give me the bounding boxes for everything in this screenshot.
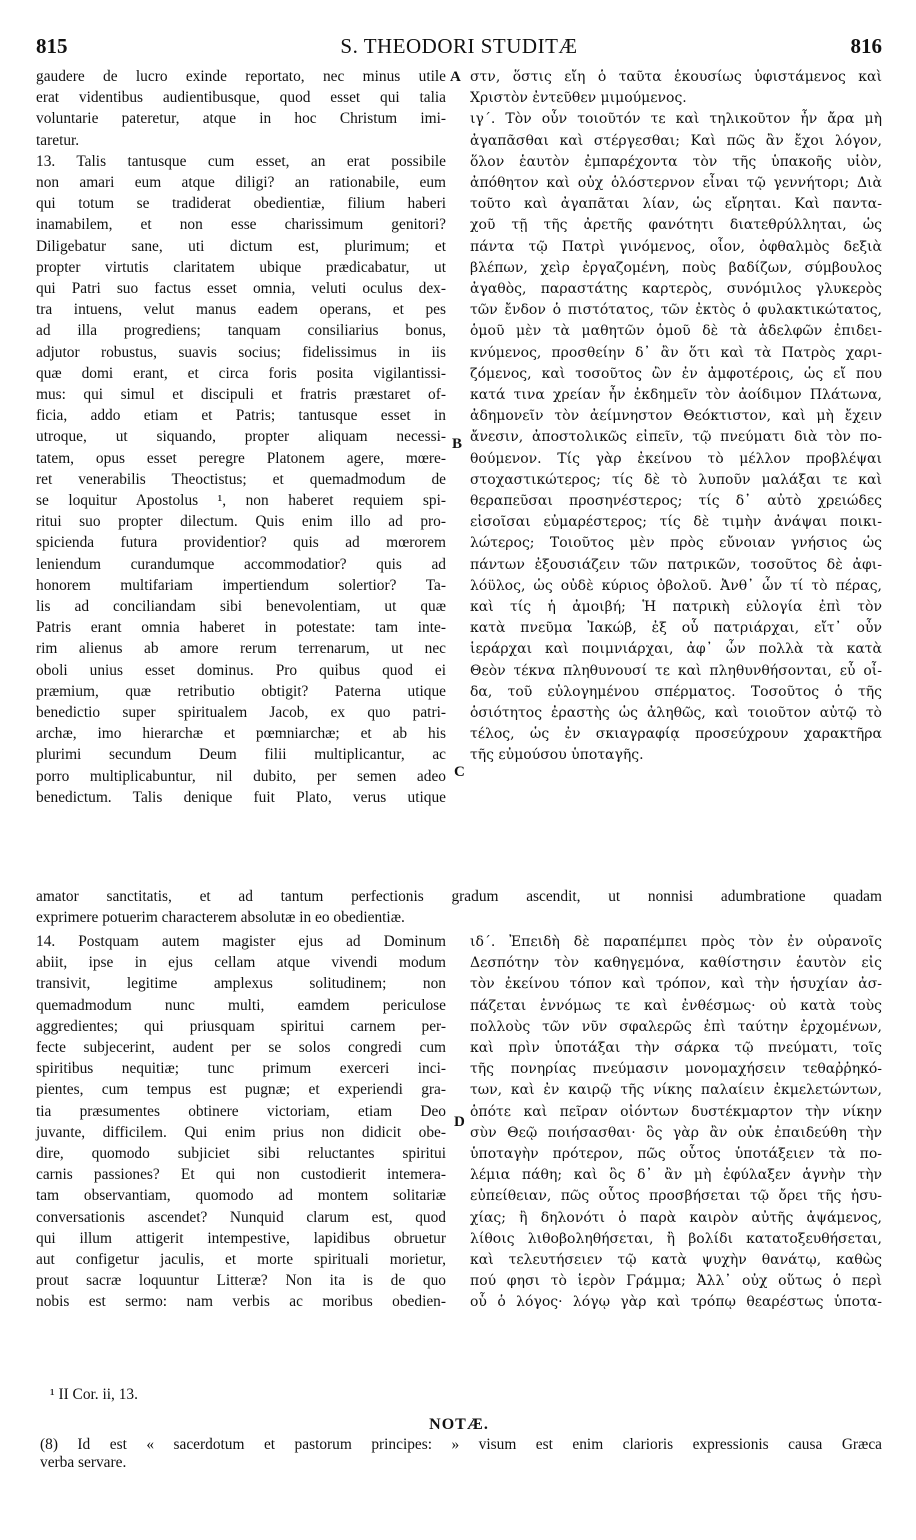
- text-line: καὶ τίς ἡ ἀμοιβή; Ἡ πατρικὴ εὐλογία ἐπὶ τὸν: [470, 599, 882, 615]
- text-line: utroque, ut siquando, propter aliquam necessi-: [36, 428, 446, 446]
- text-line: ὅλον ἑαυτὸν ἐμπαρέχοντα τὸν τῆς ὑπακοῆς υἱὸν,: [470, 153, 882, 170]
- text-line: gaudere de lucro exinde reportato, nec minus utile: [36, 68, 446, 85]
- text-line: tra intuens, velut manus eadem operans, et pes: [36, 301, 446, 319]
- text-line: ὁπότε καὶ πεῖραν οἰόντων δυστέκμαρτον τὴν νίκην: [470, 1103, 882, 1120]
- text-line: Χριστὸν ἐντεῦθεν μιμούμενος.: [470, 90, 687, 107]
- text-line: ιγ΄. Τὸν οὖν τοιοῦτόν τε καὶ τηλικοῦτον ἦν ἄρα μὴ: [470, 111, 882, 128]
- text-line: πάζεται ἐννόμως τε καὶ ἐνθέσμως· οὐ κατὰ τοὺς: [470, 997, 882, 1014]
- text-line: 13. Talis tantusque cum esset, an erat possibile: [36, 152, 446, 170]
- right-page-number: 816: [850, 34, 882, 58]
- text-line: inamabilem, et non esse charissimum genitori?: [36, 216, 446, 234]
- text-line: λίθοις λιθοβοληθήσεται, ἢ βολίδι κατατοξευθήσεται,: [470, 1230, 882, 1247]
- text-line: βλέπων, χεὶρ ἐργαζομένη, ποὺς βαδίζων, σύμβουλος: [470, 259, 882, 276]
- text-line: tatem, opus esset peregre Platonem agere, mœre-: [36, 449, 446, 467]
- text-line: quemadmodum nunc multi, eamdem periculose: [36, 996, 446, 1014]
- text-line: χίας; ἢ δηλονότι ὁ παρὰ καιρὸν αὐτῆς ἀψάμενος,: [470, 1209, 882, 1226]
- text-line: ἱεράρχαι καὶ ποιμνιάρχαι, ἀφ᾽ ὧν πολλὰ τὰ κατὰ: [470, 641, 882, 658]
- text-line: τοῦτο καὶ ἀγαπᾶται λίαν, ὡς εἴρηται. Καὶ παντα-: [470, 196, 882, 213]
- text-line: abiit, ipse in ejus cellam atque vivendi modum: [36, 954, 446, 972]
- margin-letter-a: A: [450, 69, 461, 85]
- text-line: εἰσοῖσαι εὐμαρέστερος; τίς δὲ τιμὴν ἀνάψαι ποικι-: [470, 514, 882, 531]
- text-line: spicienda futura providentior? quis ad mœrorem: [36, 534, 446, 552]
- text-line: se loquitur Apostolus ¹, non haberet requiem spi-: [36, 492, 446, 509]
- text-line: κατά τινα χρείαν ἦν ἐκδημεῖν τὸν ἀοίδιμον Πλάτωνα,: [470, 387, 882, 403]
- text-line: porro multiplicabuntur, nil dubito, per semen adeo: [36, 767, 446, 785]
- text-line: rim alienus ab amore rerum terrenarum, ut nec: [36, 640, 446, 658]
- text-line: archæ, imo hierarchæ et pœmniarchæ; et ab his: [36, 725, 446, 743]
- text-line: juvante, difficilem. Qui enim prius non didicit obe-: [36, 1123, 446, 1141]
- text-line: ret venerabilis Theoctistus; et quemadmodum de: [36, 470, 446, 488]
- text-line: τῶν ἔνδον ὁ πιστότατος, τῶν ἐκτὸς ὁ φυλακτικώτατος,: [470, 302, 882, 319]
- text-line: θούμενον. Τίς γὰρ ἐκείνου τὸ μέλλον προβλέψαι: [470, 450, 882, 467]
- text-line: qui Patri suo factus esset omnia, veluti oculus dex-: [36, 280, 446, 297]
- text-line: πάντων ἐξουσιάζειν τῶν πατρικῶν, τοσοῦτος δὲ ἀφι-: [470, 556, 882, 573]
- text-line: πού φησι τὸ ἱερὸν Γράμμα; Ἀλλ᾽ οὐχ οὕτως ὁ περὶ: [470, 1273, 882, 1290]
- margin-letter-b: B: [452, 436, 463, 452]
- text-line: τέλος, ὡς ἐν σκιαγραφίᾳ προσεύχρουν χαρακτῆρα: [470, 726, 882, 743]
- text-line: conversationis ascendet? Nunquid clarum est, quod: [36, 1208, 446, 1226]
- text-line: τῆς πονηρίας πνεύμασιν μονομαχήσειν τεθαῤῥηκό-: [470, 1061, 882, 1078]
- page: [36, 34, 882, 1514]
- text-line: lis ad conciliandam sibi benevolentiam, ut quæ: [36, 598, 446, 615]
- text-line: erat videntibus audientibusque, quod esset qui talia: [36, 89, 446, 107]
- text-line: λόϋλος, ὡς οὐδὲ κύριος ὀβολοῦ. Ἀνθ᾽ ὧν τί τὸ πέρας,: [470, 577, 882, 594]
- text-line: aut configetur jaculis, et morte spirituali morietur,: [36, 1251, 446, 1268]
- text-line: σὺν Θεῷ ποιήσασθαι· ὃς γὰρ ἂν οὐκ ἐπαιδεύθη τὴν: [470, 1124, 882, 1141]
- text-line: ζόμενος, καὶ τοσοῦτος ὢν ἐν ἀμφοτέροις, ὡς εἴ που: [470, 365, 882, 382]
- text-line: τῆς εὐμούσου ὑποταγῆς.: [470, 747, 644, 764]
- text-line: θεραπεῦσαι προσηνέστερος; τίς δ᾽ αὐτὸ χρειώδες: [470, 493, 882, 509]
- text-line: ἀπόθητον καὶ οὐχ ὁλόστερνον εἶναι τῷ γεννήτορι; Διὰ: [470, 175, 882, 191]
- text-line: ὁσιότητος ἐραστὴς ὡς ἀληθῶς, καὶ τοιοῦτον αὐτῷ τὸ: [470, 705, 882, 721]
- text-line: καὶ πρὶν ὑποτάξαι τὴν σάρκα τῷ πνεύματι, τοῖς: [470, 1040, 882, 1056]
- text-line: leniendum curandumque accommodatior? quis ad: [36, 555, 446, 573]
- text-line: ὁμοῦ μὲν τὰ μαθητῶν ὁμοῦ δὲ τὰ ἀδελφῶν ἐπιδει-: [470, 323, 882, 340]
- text-line: ἀγαπᾶσθαι καὶ στέργεσθαι; Καὶ πῶς ἂν ἔχοι λόγον,: [470, 132, 882, 149]
- text-line: εὐπείθειαν, πῶς οὗτος προσβήσεται τῷ ὄρει τῆς ἡσυ-: [470, 1188, 882, 1205]
- left-page-number: 815: [36, 34, 68, 58]
- text-line: fecte subjecerint, audent per se solos congredi cum: [36, 1039, 446, 1056]
- text-line: λέμια πάθη; καὶ ὃς δ᾽ ἂν μὴ ἐφύλαξεν ἁγνὴν τὴν: [470, 1167, 882, 1184]
- text-line: ritui suo propter dilectum. Quis enim illo ad pro-: [36, 513, 446, 531]
- text-line: plurimi secundum Deum filii multiplicantur, ac: [36, 746, 446, 764]
- text-line: ιδ΄. Ἐπειδὴ δὲ παραπέμπει πρὸς τὸν ἐν οὐρανοῖς: [470, 934, 882, 950]
- text-line: κνύμενος, προσθείην δ᾽ ἂν ὅτι καὶ τὰ Πατρὸς χαρι-: [470, 344, 882, 361]
- text-line: tia præsumentes obtinere victoriam, etiam Deo: [36, 1102, 446, 1120]
- text-line: 14. Postquam autem magister ejus ad Dominum: [36, 933, 446, 950]
- text-line: aggredientes; qui priusquam spiritui carnem per-: [36, 1017, 446, 1035]
- text-line: στν, ὅστις εἴη ὁ ταῦτα ἑκουσίως ὑφιστάμενος καὶ: [470, 69, 882, 85]
- text-line: benedictum. Talis denique fuit Plato, verus utique: [36, 788, 446, 806]
- text-line: pientes, cum tempus est pugnæ; et experiendi gra-: [36, 1081, 446, 1099]
- text-line: ἄνεσιν, ἀποστολικῶς εἰπεῖν, τῷ πνεύματι διὰ τὸν πο-: [470, 429, 882, 446]
- text-line: nobis est sermo: nam verbis ac moribus obedien-: [36, 1293, 446, 1311]
- text-line: mus: qui simul et discipuli et fratris præstaret of-: [36, 386, 446, 403]
- text-line: ἀδημονεῖν τὸν ἀείμνηστον Θεόκτιστον, καὶ μὴ ἔχειν: [470, 408, 882, 425]
- text-line: δα, τοῦ εὐλογημένου σπέρματος. Τοσοῦτος ὁ τῆς: [470, 683, 882, 700]
- text-line: carnis passiones? Et qui non custodierit intemera-: [36, 1166, 446, 1184]
- text-line: πολλοὺς τῶν νῦν σφαλερῶς ἐπὶ ταύτην ἐρχομένων,: [470, 1018, 882, 1035]
- text-line: tam observantiam, quomodo ad montem solitariæ: [36, 1187, 446, 1205]
- text-line: πάντα τῷ Πατρὶ γινόμενος, οἷον, ὀφθαλμὸς δεξιὰ: [470, 238, 882, 255]
- text-line: λώτερος; Τοιοῦτος μὲν πρὸς εὔνοιαν γνήσιος ὡς: [470, 535, 882, 552]
- text-line: voluntarie pateretur, atque in hoc Christum imi-: [36, 110, 446, 128]
- text-line: ad illa progrediens; tanquam consiliarius bonus,: [36, 322, 446, 340]
- text-line: qui totum se tradiderat obedientiæ, filium haberi: [36, 195, 446, 213]
- text-line: τὸν ἐκείνου τόπον καὶ τρόπον, καὶ τὴν ἡσυχίαν ἀσ-: [470, 976, 882, 993]
- text-line: ficia, addo etiam et Patris; tantusque esset in: [36, 407, 446, 425]
- text-line: ὑποταγὴν πρότερον, πῶς οὗτος ὑποτάξειεν τὰ πο-: [470, 1146, 882, 1162]
- text-line: benedictio super spiritualem Jacob, ex quo patri-: [36, 704, 446, 721]
- text-line: oboli unius esset dominus. Pro quibus quod ei: [36, 661, 446, 679]
- notes-title: NOTÆ.: [429, 1416, 489, 1433]
- text-line: adjutor robustus, suavis socius; fidelissimus in iis: [36, 343, 446, 361]
- text-line: dire, quomodo subjiciet sibi reluctantes spiritui: [36, 1145, 446, 1162]
- text-line: Patris erant omnia haberet in potestate: tam inte-: [36, 619, 446, 637]
- text-line: quæ domi erant, et circa foris posita vigilantissi-: [36, 364, 446, 382]
- text-line: καὶ τελευτήσειεν τῷ κατὰ ψυχὴν θανάτῳ, καθὼς: [470, 1252, 882, 1268]
- text-line: spiritibus nequitiæ; tunc primum exerceri inci-: [36, 1060, 446, 1078]
- text-line: qui illum attigerit intempestive, lapidibus obruetur: [36, 1229, 446, 1247]
- text-line: taretur.: [36, 131, 80, 149]
- text-line: honorem multifariam impertiendum solertior? Ta-: [36, 576, 446, 594]
- text-line: propter virtutis claritatem ubique prædicabatur, ut: [36, 258, 446, 276]
- text-line: Diligebatur sane, uti dictum est, plurimum; et: [36, 237, 446, 255]
- text-line: στοχαστικώτερος; τίς δὲ τὸ λυποῦν μαλάξαι τε καὶ: [470, 471, 882, 488]
- margin-letter-d: D: [454, 1114, 465, 1130]
- text-line: χοῦ τῇ τῆς ἀρετῆς φανότητι διατεθρύλληται, ὡς: [470, 217, 882, 234]
- text-line: præmium, quæ retributio obtigit? Paterna utique: [36, 682, 446, 700]
- text-line: transivit, legitime amplexus solitudinem; non: [36, 975, 446, 993]
- margin-letter-c: C: [454, 764, 465, 780]
- text-line: exprimere potuerim characterem absolutæ in eo obedientiæ.: [36, 909, 405, 927]
- note-line-1: (8) Id est « sacerdotum et pastorum principes: » visum est enim clarioris expressionis causa Græca: [40, 1436, 882, 1453]
- text-line: οὗ ὁ λόγος· λόγῳ γὰρ καὶ τρόπῳ θεαρέστως ὑποτα-: [470, 1294, 882, 1311]
- text-line: Θεὸν τέκνα πληθυνουσί τε καὶ πληθυνθήσονται, εὖ οἶ-: [470, 662, 882, 679]
- text-line: Δεσπότην τὸν καθηγεμόνα, καθίστησιν ἑαυτὸν εἰς: [470, 955, 882, 972]
- page-header: [36, 34, 882, 62]
- footnote: ¹ II Cor. ii, 13.: [50, 1386, 138, 1403]
- text-line: ἀγαθὸς, παραστάτης καρτερὸς, συνόμιλος γλυκερὸς: [470, 281, 882, 297]
- running-title: S. THEODORI STUDITÆ: [340, 34, 578, 58]
- note-line-2: verba servare.: [40, 1454, 127, 1471]
- text-line: των, καὶ ἐν καιρῷ τῆς νίκης παλαίειν ἐκμελετώντων,: [470, 1082, 882, 1099]
- text-line: κατὰ πνεῦμα Ἰακώβ, ἐξ οὗ πατριάρχαι, εἴτ᾽ οὖν: [470, 620, 882, 637]
- text-line: non amari eum atque diligi? an rationabile, eum: [36, 174, 446, 191]
- text-line: prout sacræ loquuntur Litteræ? Non ita is de quo: [36, 1272, 446, 1290]
- text-line: amator sanctitatis, et ad tantum perfectionis gradum ascendit, ut nonnisi adumbratione quadam: [36, 888, 882, 905]
